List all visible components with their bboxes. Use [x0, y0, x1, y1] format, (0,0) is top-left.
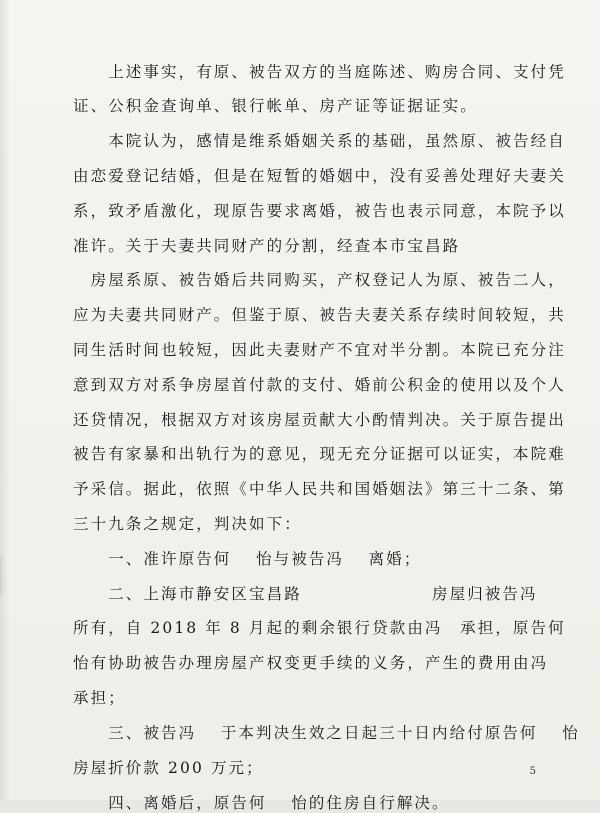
- text-line: 还贷情况，根据双方对该房屋贡献大小酌情判决。关于原告提出: [73, 411, 566, 429]
- text-line: 三十九条之规定，判决如下：: [73, 515, 302, 533]
- text-line: 意到双方对系争房屋首付款的支付、婚前公积金的使用以及个人: [73, 376, 566, 394]
- text-line: 本院认为，感情是维系婚姻关系的基础，虽然原、被告经自: [73, 132, 566, 150]
- text-line: 系，致矛盾激化，现原告要求离婚，被告也表示同意，本院予以: [73, 202, 566, 220]
- page-number: 5: [529, 766, 536, 777]
- text-line: 上述事实，有原、被告双方的当庭陈述、购房合同、支付凭: [73, 63, 566, 81]
- text-line: 房屋折价款 200 万元；: [73, 759, 264, 777]
- text-line: 房屋系原、被告婚后共同购买，产权登记人为原、被告二人，: [73, 271, 566, 289]
- text-line: 准许。关于夫妻共同财产的分割，经查本市宝昌路: [73, 237, 461, 255]
- text-line: 同生活时间也较短，因此夫妻财产不宜对半分割。本院已充分注: [73, 341, 566, 359]
- text-line: 二、上海市静安区宝昌路 房屋归被告冯: [73, 585, 538, 603]
- text-line: 所有，自 2018 年 8 月起的剩余银行贷款由冯 承担，原告何: [73, 619, 566, 637]
- text-line: 被告有家暴和出轨行为的意见，现无充分证据可以证实，本院难: [73, 445, 566, 463]
- text-line: 予采信。据此，依照《中华人民共和国婚姻法》第三十二条、第: [73, 480, 566, 498]
- text-line: 四、离婚后，原告何 怡的住房自行解决。: [73, 794, 450, 812]
- text-line: 应为夫妻共同财产。但鉴于原、被告夫妻关系存续时间较短，共: [73, 306, 566, 324]
- text-line: 一、准许原告何 怡与被告冯 离婚；: [73, 550, 422, 568]
- text-line: 承担；: [73, 689, 126, 707]
- text-line: 怡有协助被告办理房屋产权变更手续的义务，产生的费用由冯: [73, 654, 549, 672]
- text-line: 由恋爱登记结婚，但是在短暂的婚姻中，没有妥善处理好夫妻关: [73, 167, 566, 185]
- text-line: 证、公积金查询单、银行帐单、房产证等证据证实。: [73, 97, 478, 115]
- text-line: 三、被告冯 于本判决生效之日起三十日内给付原告何 怡: [73, 724, 580, 742]
- scan-edge-mark: [0, 556, 5, 596]
